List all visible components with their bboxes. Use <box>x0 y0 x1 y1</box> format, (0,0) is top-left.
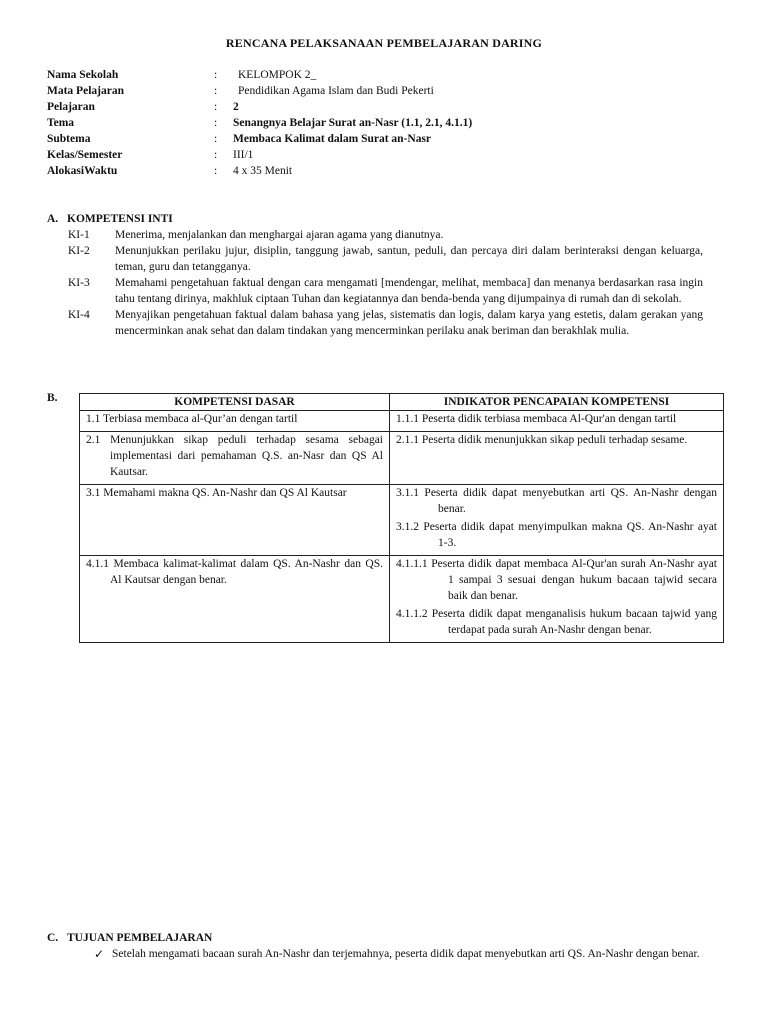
meta-row-lesson <box>47 99 727 115</box>
meta-value: Pendidikan Agama Islam dan Budi Pekerti <box>238 85 434 97</box>
meta-colon: : <box>214 149 218 161</box>
section-heading <box>47 211 727 227</box>
table-row <box>80 432 724 485</box>
kd-text: 4.1.1 Membaca kalimat-kalimat dalam QS. An-Nashr dan QS. Al Kautsar dengan benar. <box>86 558 383 586</box>
document-title: RENCANA PELAKSANAAN PEMBELAJARAN DARING <box>225 36 543 50</box>
kd-cell <box>80 411 390 432</box>
kd-cell <box>80 556 390 643</box>
meta-colon: : <box>214 69 218 81</box>
meta-row-subject <box>47 83 727 99</box>
table-header-row <box>80 394 724 411</box>
section-letter: A. <box>47 213 59 225</box>
ki-item <box>47 307 727 339</box>
check-mark-icon: ✓ <box>94 947 105 961</box>
meta-label: Pelajaran <box>47 101 95 113</box>
section-letter: B. <box>47 392 58 404</box>
ki-text: Menunjukkan perilaku jujur, disiplin, tanggung jawab, santun, peduli, dan percaya diri dalam berinteraksi dengan keluarga, teman, guru dan tetangganya. <box>115 245 703 273</box>
meta-row-class <box>47 147 727 163</box>
kd-text: 1.1 Terbiasa membaca al-Qur’an dengan tartil <box>86 413 298 425</box>
table-row <box>80 411 724 432</box>
ki-item <box>47 243 727 275</box>
meta-colon: : <box>214 101 218 113</box>
meta-label: Subtema <box>47 133 91 145</box>
ki-text: Memahami pengetahuan faktual dengan cara mengamati [mendengar, melihat, membaca] dan menanya berdasarkan rasa ingin tahu tentang dirinya, makhluk ciptaan Tuhan dan kegiatannya dan benda-benda yang dijumpainya di rumah dan di sekolah. <box>115 277 703 305</box>
meta-colon: : <box>214 133 218 145</box>
meta-row-school <box>47 67 727 83</box>
ki-item <box>47 227 727 243</box>
meta-value: III/1 <box>233 149 254 161</box>
ki-code: KI-2 <box>68 245 90 257</box>
ki-code: KI-4 <box>68 309 90 321</box>
meta-label: Kelas/Semester <box>47 149 123 161</box>
kd-cell <box>80 432 390 485</box>
indicator-text: 4.1.1.2 Peserta didik dapat menganalisis hukum bacaan tajwid yang terdapat pada surah An-Nashr dengan benar. <box>396 608 717 636</box>
objective-item <box>47 946 727 962</box>
ki-code: KI-1 <box>68 229 90 241</box>
meta-row-time <box>47 163 727 179</box>
meta-row-theme <box>47 115 727 131</box>
competence-table <box>79 393 724 643</box>
meta-value: 4 x 35 Menit <box>233 165 293 177</box>
table-row <box>80 485 724 556</box>
ki-text: Menerima, menjalankan dan menghargai ajaran agama yang dianutnya. <box>115 229 444 241</box>
ki-code: KI-3 <box>68 277 90 289</box>
indicator-cell <box>390 485 724 556</box>
indicator-text: 4.1.1.1 Peserta didik dapat membaca Al-Qur'an surah An-Nashr ayat 1 sampai 3 sesuai dengan hukum bacaan tajwid secara baik dan benar. <box>396 558 717 602</box>
table-row <box>80 556 724 643</box>
meta-label: AlokasiWaktu <box>47 165 118 177</box>
column-header: INDIKATOR PENCAPAIAN KOMPETENSI <box>390 394 724 411</box>
meta-label: Mata Pelajaran <box>47 85 124 97</box>
indicator-text: 3.1.1 Peserta didik dapat menyebutkan arti QS. An-Nashr dengan benar. <box>396 487 717 515</box>
section-title: KOMPETENSI INTI <box>67 213 173 225</box>
section-core-competence <box>47 211 727 339</box>
meta-label: Tema <box>47 117 75 129</box>
meta-value: Senangnya Belajar Surat an-Nasr (1.1, 2.1, 4.1.1) <box>233 117 473 129</box>
meta-label: Nama Sekolah <box>47 69 119 81</box>
section-learning-objectives <box>47 930 727 962</box>
meta-colon: : <box>214 117 218 129</box>
kd-cell <box>80 485 390 556</box>
indicator-text: 3.1.2 Peserta didik dapat menyimpulkan makna QS. An-Nashr ayat 1-3. <box>396 521 717 549</box>
section-heading <box>47 930 727 946</box>
identity-block <box>47 67 727 179</box>
indicator-cell <box>390 411 724 432</box>
indicator-text: 1.1.1 Peserta didik terbiasa membaca Al-Qur'an dengan tartil <box>396 413 677 425</box>
indicator-cell <box>390 556 724 643</box>
ki-text: Menyajikan pengetahuan faktual dalam bahasa yang jelas, sistematis dan logis, dalam karya yang estetis, dalam gerakan yang mencerminkan anak sehat dan dalam tindakan yang mencerminkan perilaku anak beriman dan berakhlak mulia. <box>115 309 703 337</box>
meta-value: 2 <box>233 101 239 113</box>
meta-colon: : <box>214 85 218 97</box>
kd-text: 3.1 Memahami makna QS. An-Nashr dan QS Al Kautsar <box>86 487 347 499</box>
meta-value: Membaca Kalimat dalam Surat an-Nasr <box>233 133 432 145</box>
kd-text: 2.1 Menunjukkan sikap peduli terhadap sesama sebagai implementasi dari pemahaman Q.S. an-Nasr dan QS Al Kautsar. <box>86 434 383 478</box>
section-letter: C. <box>47 932 59 944</box>
column-header: KOMPETENSI DASAR <box>80 394 390 411</box>
meta-value: KELOMPOK 2_ <box>238 69 317 81</box>
section-title: TUJUAN PEMBELAJARAN <box>67 932 213 944</box>
meta-row-subtheme <box>47 131 727 147</box>
meta-colon: : <box>214 165 218 177</box>
objective-text: Setelah mengamati bacaan surah An-Nashr dan terjemahnya, peserta didik dapat menyebutkan arti QS. An-Nashr dengan benar. <box>112 948 700 960</box>
indicator-cell <box>390 432 724 485</box>
ki-item <box>47 275 727 307</box>
indicator-text: 2.1.1 Peserta didik menunjukkan sikap peduli terhadap sesame. <box>396 434 688 446</box>
